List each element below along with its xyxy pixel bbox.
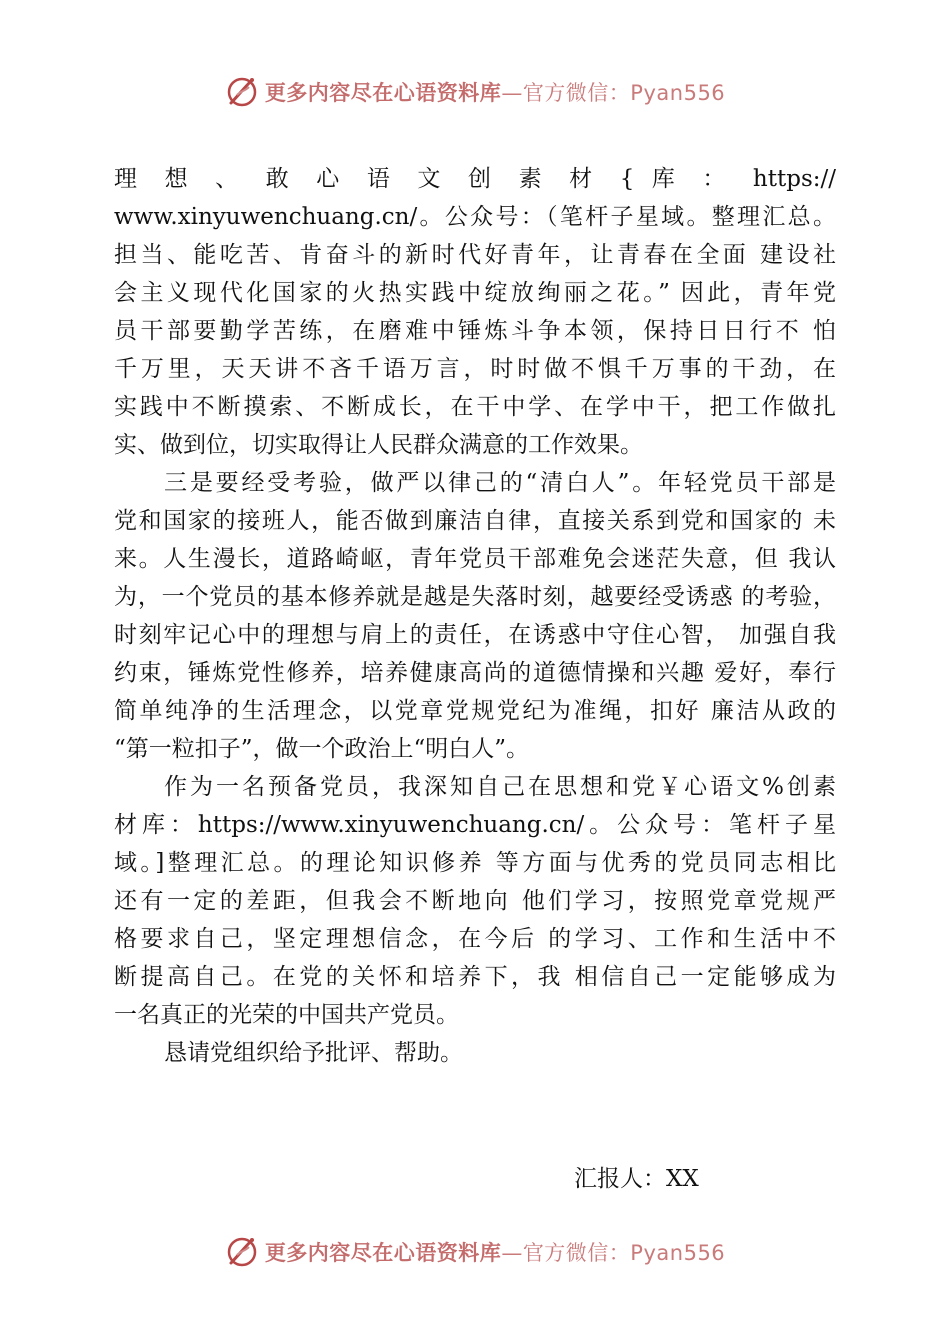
watermark-text [265,77,725,107]
body-text-line: www.xinyuwenchuang.cn/。公众号：（笔杆子星域。整理汇总。 [114,204,836,230]
watermark-lead: 更多内容尽在心语资料库 [264,81,502,105]
body-text-line: 实践中不断摸索、不断成长，在干中学、在学中干，把工作做扎 [114,394,836,420]
body-text-line: 恳请党组织给予批评、帮助。 [164,1040,463,1066]
body-text-line: 为，一个党员的基本修养就是越是失落时刻，越要经受诱惑 的考验， [114,584,836,610]
watermark-tail: 官方微信：Pyan556 [522,1241,726,1265]
body-text-line: 格要求自己，坚定理想信念，在今后 的学习、工作和生活中不 [114,926,836,952]
watermark-separator: — [501,1241,523,1265]
body-text-line: 还有一定的差距，但我会不断地向 他们学习，按照党章党规严 [114,888,836,914]
body-text-line: 会主义现代化国家的火热实践中绽放绚丽之花。” 因此，青年党 [114,280,836,306]
body-text-line: 员干部要勤学苦练，在磨难中锤炼斗争本领，保持日日行不 怕 [114,318,836,344]
footer-watermark [0,1232,950,1272]
body-text-line: 一名真正的光荣的中国共产党员。 [114,1002,459,1028]
body-text-line: 简单纯净的生活理念，以党章党规党纪为准绳，扣好 廉洁从政的 [114,698,836,724]
brand-logo-icon [225,75,259,109]
body-text-line: 作为一名预备党员，我深知自己在思想和党￥心语文%创素 [164,774,836,800]
body-text-line: 党和国家的接班人，能否做到廉洁自律，直接关系到党和国家的 未 [114,508,836,534]
watermark-lead: 更多内容尽在心语资料库 [264,1241,502,1265]
body-text-line: 理 想 、 敢 心 语 文 创 素 材 { 库 ： https:// [114,166,836,192]
signature: 汇报人：XX [574,1166,699,1192]
body-text-line: 担当、能吃苦、肯奋斗的新时代好青年，让青春在全面 建设社 [114,242,836,268]
watermark-separator: — [501,81,523,105]
body-text-line: 域。]整理汇总。的理论知识修养 等方面与优秀的党员同志相比 [114,850,836,876]
body-text-line: 实、做到位，切实取得让人民群众满意的工作效果。 [114,432,643,458]
body-text-line: 断提高自己。在党的关怀和培养下，我 相信自己一定能够成为 [114,964,836,990]
watermark-tail: 官方微信：Pyan556 [522,81,726,105]
header-watermark [0,72,950,112]
body-text-line: 三是要经受考验，做严以律己的“清白人”。年轻党员干部是 [164,470,836,496]
body-text-line: 材库：https://www.xinyuwenchuang.cn/。公众号：笔杆子星 [114,812,836,838]
body-text-line: 约束，锤炼党性修养，培养健康高尚的道德情操和兴趣 爱好，奉行 [114,660,836,686]
body-text-line: “第一粒扣子”，做一个政治上“明白人”。 [114,736,530,762]
watermark-text [265,1237,725,1267]
body-text-line: 千万里，天天讲不吝千语万言，时时做不惧千万事的干劲，在 [114,356,836,382]
document-body [114,160,836,1072]
body-text-line: 来。人生漫长，道路崎岖，青年党员干部难免会迷茫失意，但 我认 [114,546,836,572]
body-text-line: 时刻牢记心中的理想与肩上的责任，在诱惑中守住心智， 加强自我 [114,622,836,648]
brand-logo-icon [225,1235,259,1269]
